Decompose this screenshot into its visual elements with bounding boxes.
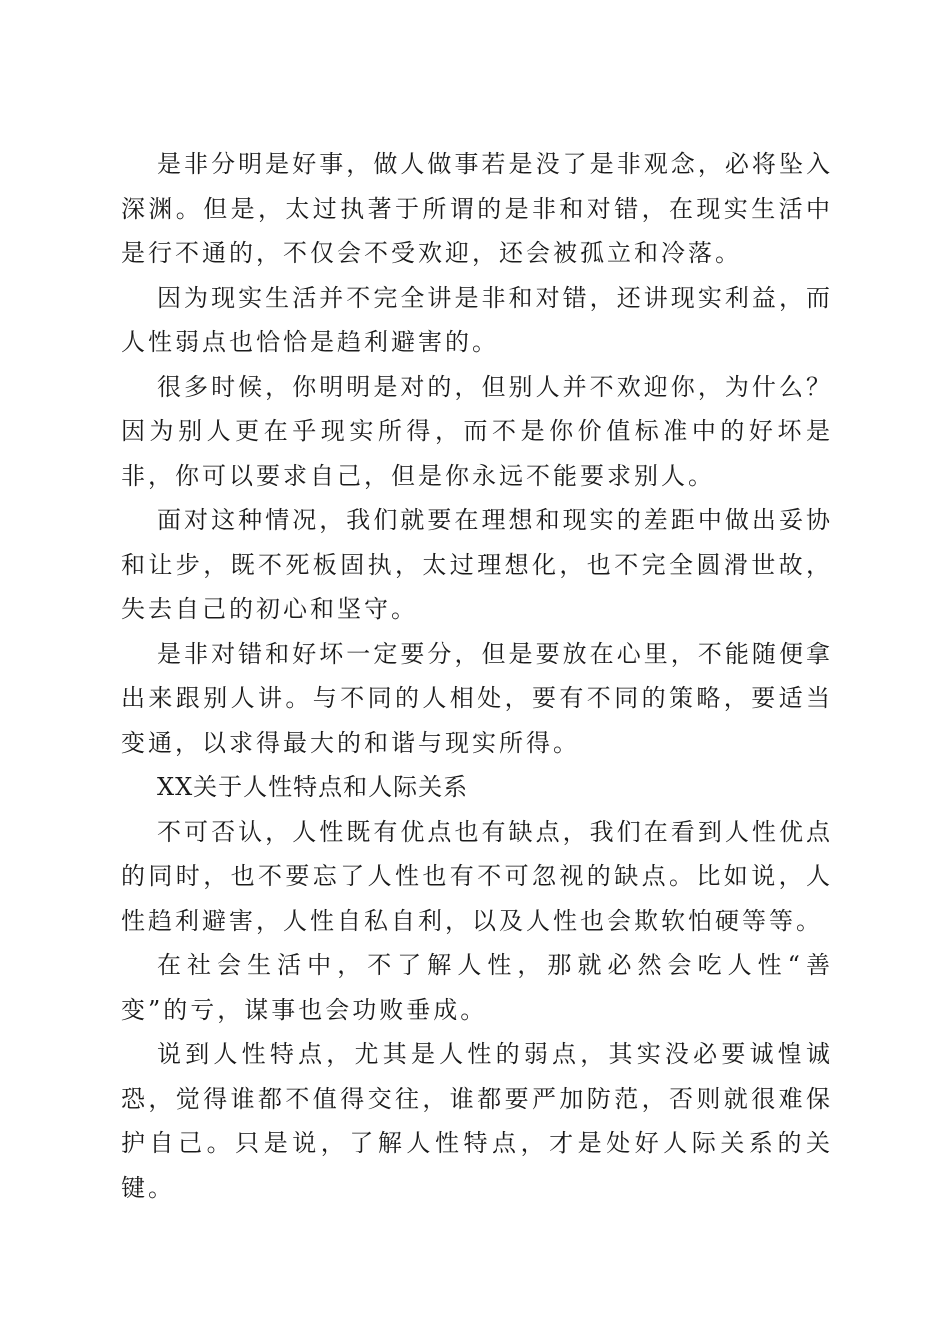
paragraph-2: 因为现实生活并不完全讲是非和对错，还讲现实利益，而人性弱点也恰恰是趋利避害的。 xyxy=(121,283,833,356)
document-body xyxy=(121,142,833,1210)
paragraph-6: 不可否认，人性既有优点也有缺点，我们在看到人性优点的同时，也不要忘了人性也有不可忽视的缺点。比如说，人性趋利避害，人性自私自利，以及人性也会欺软怕硬等等。 xyxy=(121,817,833,935)
paragraph-3: 很多时候，你明明是对的，但别人并不欢迎你，为什么？因为别人更在乎现实所得，而不是你价值标准中的好坏是非，你可以要求自己，但是你永远不能要求别人。 xyxy=(121,372,833,490)
section-heading: XX关于人性特点和人际关系 xyxy=(157,773,469,801)
paragraph-7: 在社会生活中，不了解人性，那就必然会吃人性“善变”的亏，谋事也会功败垂成。 xyxy=(121,951,833,1024)
paragraph-5: 是非对错和好坏一定要分，但是要放在心里，不能随便拿出来跟别人讲。与不同的人相处，要有不同的策略，要适当变通，以求得最大的和谐与现实所得。 xyxy=(121,639,833,757)
paragraph-1: 是非分明是好事，做人做事若是没了是非观念，必将坠入深渊。但是，太过执著于所谓的是非和对错，在现实生活中是行不通的，不仅会不受欢迎，还会被孤立和冷落。 xyxy=(121,150,833,267)
paragraph-8: 说到人性特点，尤其是人性的弱点，其实没必要诚惶诚恐，觉得谁都不值得交往，谁都要严加防范，否则就很难保护自己。只是说，了解人性特点，才是处好人际关系的关键。 xyxy=(121,1040,833,1202)
paragraph-4: 面对这种情况，我们就要在理想和现实的差距中做出妥协和让步，既不死板固执，太过理想化，也不完全圆滑世故，失去自己的初心和坚守。 xyxy=(121,506,833,623)
